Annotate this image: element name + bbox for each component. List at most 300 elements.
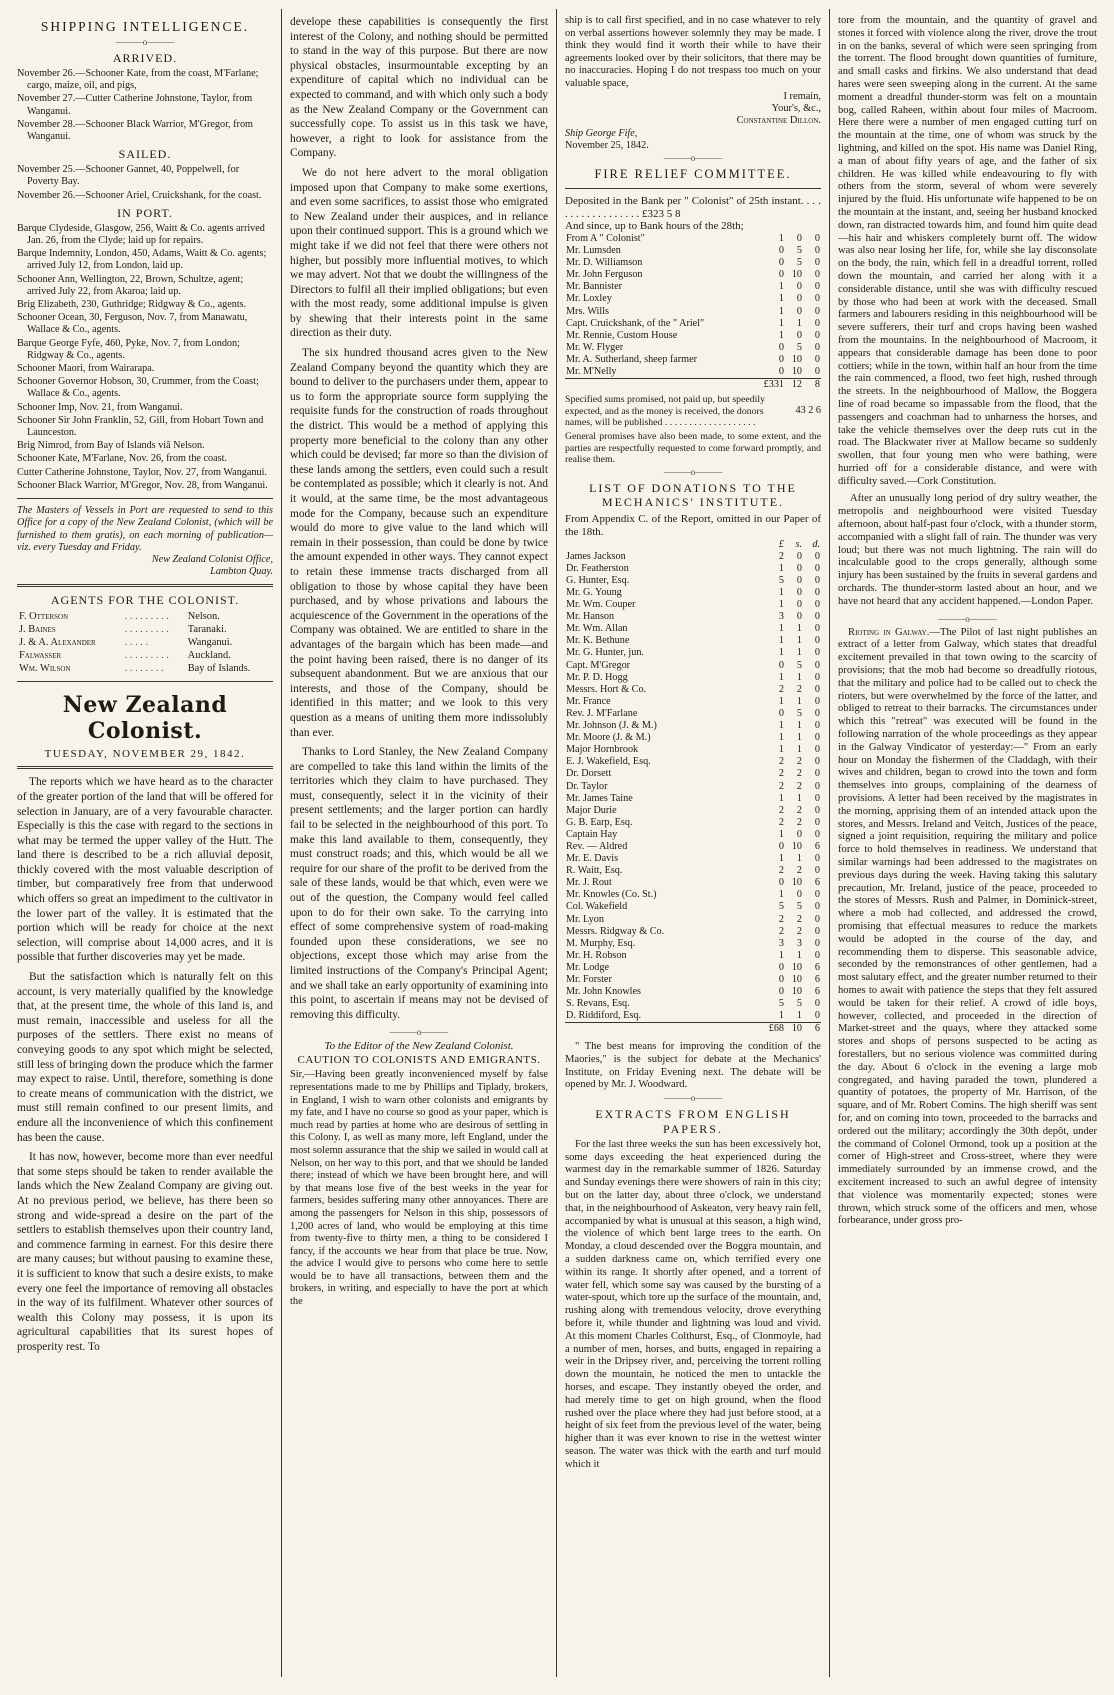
ledger-name: Mr. James Taine <box>566 792 633 804</box>
agent-row <box>17 636 273 649</box>
ornament: ———o——— <box>938 613 997 624</box>
donation-row <box>565 974 821 986</box>
ledger-shillings: 1 <box>796 732 802 744</box>
ledger-name: Mr. Bannister <box>566 281 623 293</box>
ledger-shillings: 0 <box>796 550 802 562</box>
galway-article <box>838 627 1097 1228</box>
ledger-name: Capt. Cruickshank, of the " Ariel" <box>566 317 705 329</box>
ledger-spacer <box>565 379 753 392</box>
ledger-name: G. B. Earp, Esq. <box>566 816 633 828</box>
donation-row <box>565 938 821 950</box>
ledger-pounds: 2 <box>778 780 784 792</box>
ledger-name: Mr. Loxley <box>566 293 612 305</box>
dateline: TUESDAY, NOVEMBER 29, 1842. <box>44 748 246 761</box>
ledger-name: Mr. A. Sutherland, sheep farmer <box>566 353 697 365</box>
ledger-name: Mr. E. Davis <box>566 853 619 865</box>
agent-row <box>17 649 273 662</box>
inport-entry: Schooner Maori, from Wairarapa. <box>17 363 155 375</box>
ledger-shillings: 10 <box>791 269 802 281</box>
ledger-pounds: 2 <box>778 925 784 937</box>
arrived-title: ARRIVED. <box>112 51 178 65</box>
ledger-shillings: 2 <box>796 913 802 925</box>
ledger-pounds: 5 <box>778 574 784 586</box>
column-2 <box>282 9 557 1677</box>
column-3 <box>557 9 830 1677</box>
ledger-shillings: 0 <box>796 232 802 244</box>
letter-remain: I remain, <box>783 90 821 102</box>
inport-entry: Schooner Imp, Nov. 21, from Wanganui. <box>17 401 183 413</box>
ledger-name: Captain Hay <box>566 828 618 840</box>
donation-row <box>565 768 821 780</box>
ledger-name: Mr. G. Young <box>566 587 622 598</box>
extracts-title: EXTRACTS FROM ENGLISH PAPERS. <box>595 1106 791 1136</box>
ledger-pence: 0 <box>814 587 820 598</box>
divider <box>17 498 273 499</box>
ledger-name: Mr. Lodge <box>566 961 610 973</box>
fire-general: General promises have also been made, to some extent, and the parties are respectfully requested to come forward promptly, and realise them. <box>565 431 821 466</box>
donation-row <box>565 1010 821 1023</box>
ledger-pounds: 1 <box>778 828 784 840</box>
ledger-pounds: 1 <box>778 889 784 901</box>
ledger-pence: 0 <box>814 889 820 901</box>
extracts-continued <box>838 15 1097 609</box>
ledger-pounds: 1 <box>778 671 784 683</box>
ledger-pounds: 2 <box>778 913 784 925</box>
ledger-pence: 0 <box>814 659 820 671</box>
donations-total-l: £68 <box>753 1023 785 1036</box>
ledger-shillings: 1 <box>796 635 802 647</box>
fire-promised-amount: 43 2 6 <box>795 405 821 417</box>
agent-name: Falwasser <box>19 650 62 662</box>
ledger-spacer <box>565 1023 753 1036</box>
agent-name: J. & A. Alexander <box>19 637 96 649</box>
donation-row <box>565 684 821 696</box>
ledger-shillings: 0 <box>796 562 802 574</box>
ledger-shillings: 0 <box>796 587 802 598</box>
donation-row <box>565 986 821 998</box>
letter-body: Sir,—Having been greatly inconvenienced myself by false representations made to me by Phillips and Tiplady, brokers, in England, I wish to warn other colonists and emigrants by my fate, and I have no course so good as your paper, which is much read by parties at home who are desirous of settling in this Colony. I, as well as many more, left England, under the most solemn assurance that the ship we sailed in would call at Nelson, on her way to this port, and that we should be landed there; instead of which we have been brought here, and will by that means lose five of the best weeks in the year for farmers, besides suffering many other annoyances. There are among the passengers for Nelson in this ship, possessors of 1,200 acres of land, who would be employing at this time from twenty-five to thirty men, a thing to be considered I fancy, if the accounts we hear from that place be true. Now, the advice I would give to persons who come here to settle would be to have all transactions, between them and the brokers, in writing, and especially to have the port at which the <box>290 1069 548 1308</box>
donation-row <box>565 660 821 672</box>
fire-total-d: 8 <box>803 379 821 392</box>
ledger-pounds: 1 <box>778 695 784 707</box>
masters-notice: The Masters of Vessels in Port are requested to send to this Office for a copy of the New Zealand Colonist, (which will be furnished to them gratis), on each morning of publication—viz. every Tuesday and Friday. <box>17 505 273 553</box>
donation-row <box>565 575 821 587</box>
ledger-pence: 0 <box>814 828 820 840</box>
donation-row <box>565 708 821 720</box>
inport-entry: Cutter Catherine Johnstone, Taylor, Nov. 27, from Wanganui. <box>17 466 267 478</box>
fire-title: FIRE RELIEF COMMITTEE. <box>594 167 792 182</box>
inport-title: IN PORT. <box>117 205 173 220</box>
donation-row <box>565 805 821 817</box>
ledger-shillings: 5 <box>796 659 802 671</box>
inport-list <box>17 223 273 492</box>
fire-promised: Specified sums promised, not paid up, but speedily expected, and as the money is received, the donors names, will be published . . . . . . . . . . . . . . . . . . . <box>565 394 765 428</box>
ledger-pounds: 2 <box>778 768 784 780</box>
donation-row <box>565 962 821 974</box>
ledger-pounds: 0 <box>778 257 784 269</box>
ledger-pence: 6 <box>814 877 820 889</box>
editorial-paragraph: It has now, however, become more than ever needful that some steps should be taken to render available the lands which the New Zealand Company are giving out. At no previous period, we believe, has there been so strong and wide-spread a desire on the part of the settlers to establish themselves upon their country land, and commence farming in earnest. For this desire there are many causes; but without pausing to examine these, it is sufficient to know that such a desire exists, to make every one feel the importance of removing all obstacles in the way of its fulfilment. Whatever other sources of wealth this Colony may possess, it is upon its agricultural capabilities that its surest hopes of prosperity rest. To <box>17 1151 273 1353</box>
donation-row <box>565 817 821 829</box>
donation-row <box>565 841 821 853</box>
dot-leader: . . . . . . . . . <box>124 624 169 636</box>
office-line-1: New Zealand Colonist Office, <box>151 553 273 565</box>
ledger-pence: 0 <box>814 305 820 317</box>
ledger-pence: 0 <box>814 720 820 732</box>
ledger-shillings: 0 <box>796 574 802 586</box>
agent-place: Bay of Islands. <box>187 663 251 675</box>
ledger-pence: 0 <box>814 611 820 623</box>
ledger-shillings: 2 <box>796 804 802 816</box>
donation-row <box>565 696 821 708</box>
ledger-shillings: 0 <box>796 599 802 611</box>
ledger-name: Major Hornbrook <box>566 744 639 756</box>
agent-row <box>17 623 273 636</box>
extract-paragraph: tore from the mountain, and the quantity of gravel and stones it forced with violence along the river, drove the trout in on the banks, several of which were seen springing from the torrent. The flood brought down quantities of furniture, and small casks and firkins. We also understand that dead hares were seen sweeping along in the current. At the same moment a dreadful thunder-storm was felt on a mountain bog, called Raheen, within about four miles of Macroom. Here there were a number of men engaged cutting turf on the mountain at the time, one of whom was struck by the lightning, and killed on the spot. His name was Daniel Ring, a man of about fifty years of age, and the father of six children. He was killed while endeavouring to fly with others from the storm, several of whom were severely injured by the fluid. His unfortunate wife happened to be on the mountain at the instant, and, seeing her husband knocked down, ran distracted towards him, and found him quite dead—his hair and whiskers completely burnt off. The widow was also near losing her life, for, while she lay disconsolate on the body, the rain, which fell in a dreadful torrent, rolled down the mountain, and carried her along with it a considerable distance, until she was with difficulty rescued by those who had been at work with the deceased. Small farmers and labourers residing in this neighbourhood will be severe sufferers, their turf and crops having been washed from the mountains. In the neighbourhood of Macroom, it appears that considerable damage has been done to poor cottiers; while in the town, within half an hour from the time the rain commenced, a flood, two feet high, rushed through the streets. In the neighbourhood of Mallow, the Boggera line of road became so impassable from the flood, that the passengers and coachman had to unharness the horses, and take the vehicle themselves over the deep ruts cut in the road. The Blackwater river at Mallow became so suddenly swollen, that four young men who were bathing, were hurried off for a considerable distance, and were with difficulty saved.—Cork Constitution. <box>838 15 1097 487</box>
ledger-pounds: 0 <box>778 245 784 257</box>
donation-row <box>565 587 821 599</box>
editorial-paragraph: develope these capabilities is consequently the first interest of the Colony, and nothing should be permitted to stand in the way of this purpose. But there are now physical obstacles, insurmountable excepting by an expenditure of capital which no individual can be expected to command, and with which only such a body as the New Zealand Company or the Government can successfully cope. To assist us in this task we have, however, a right to look for assistance from the Company. <box>290 16 548 160</box>
ledger-shillings: 0 <box>796 281 802 293</box>
arrived-entry: November 26.—Schooner Kate, from the coast, M'Farlane; cargo, maize, oil, and pigs, <box>17 68 259 92</box>
ledger-shillings: 5 <box>796 257 802 269</box>
ledger-name: Col. Wakefield <box>566 901 628 913</box>
ledger-pence: 0 <box>814 732 820 744</box>
ledger-name: Mr. D. Williamson <box>566 257 643 269</box>
ledger-pence: 0 <box>814 683 820 695</box>
inport-entry: Barque George Fyfe, 460, Pyke, Nov. 7, from London; Ridgway & Co., agents. <box>17 337 240 361</box>
ledger-shillings: 10 <box>791 961 802 973</box>
ledger-name: Dr. Dorsett <box>566 768 612 780</box>
fire-row <box>565 269 821 281</box>
ornament: ———o——— <box>663 153 723 164</box>
donation-row <box>565 998 821 1010</box>
editorial <box>17 775 273 1354</box>
editorial-paragraph: We do not here advert to the moral obligation imposed upon that Company to make some exertions, and even some sacrifices, to assist those who emigrated to New Zealand under their auspices, and in reliance upon their continued support. This is a ground which we might take if we did not feel that there were others not higher, but possibly more influential motives, to which we may advert. Not that we doubt the willingness of the Directors to fulfil all their implied obligations; but even with the most ready, some additional impulse is given by shewing that their interests point in the same direction as their duty. <box>290 166 548 340</box>
ledger-name: Mr. Hanson <box>566 611 615 623</box>
sailed-list <box>17 164 273 202</box>
fire-deposit: Deposited in the Bank per " Colonist" of 25th instant. . . . . . . . . . . . . . . . . . £323 5 8 <box>565 195 821 220</box>
fire-since: And since, up to Bank hours of the 28th; <box>565 220 744 233</box>
editorial-paragraph: Thanks to Lord Stanley, the New Zealand Company are compelled to take this land within the limits of the territories which they claim to have purchased. They must, consequently, select it in the vicinity of their present settlements; and the larger portion can hardly fail to be selected in the neighbourhood of this port. To make this land available to them, consequently, they must construct roads; and this, which would be all we require for our share of the profit to be derived from the sale of these lands, would be that which, even were we out of the question, the Company would feel called upon to do for their own sake. To the carrying into effect of some comprehensive system of road-making founded upon these considerations, we see no objections, except those which may arise from the limited instructions of the Company's Principal Agent; and we shall take an early opportunity of examining into this point, to ascertain if means may not be devised of removing this difficulty. <box>290 746 548 1021</box>
editorial-paragraph: The reports which we have heard as to the character of the greater portion of the land that will be offered for selection in January, are of a very favourable character. Especially is this the case with regard to the sections in what may be termed the upper valley of the Hutt. The land there is described to be a rich alluvial deposit, thickly covered with the most valuable description of timber, but comparatively free from that underwood which offers so great an impediment to the cultivator in the lower part of the valley. It is estimated that the portion which will be ready for choice at the next selection, will comprise about 14,000 acres, and it is possible that further discoveries may yet be made. <box>17 776 273 964</box>
fire-promised-block <box>565 394 821 428</box>
donations-total-row <box>565 1023 821 1036</box>
donations-ledger <box>565 539 821 1036</box>
donations-total-s: 10 <box>785 1023 803 1036</box>
ledger-pence: 0 <box>814 647 820 659</box>
ledger-pounds: 1 <box>778 635 784 647</box>
fire-row <box>565 293 821 305</box>
inport-entry: Barque Clydeside, Glasgow, 256, Waitt & Co. agents arrived Jan. 26, from the Clyde; laid up for repairs. <box>17 222 265 247</box>
dot-leader: . . . . . . . . . <box>124 611 169 623</box>
fire-row <box>565 257 821 269</box>
ledger-pounds: 2 <box>778 816 784 828</box>
donation-row <box>565 732 821 744</box>
fire-total-row <box>565 379 821 392</box>
ledger-shillings: 10 <box>791 353 802 365</box>
fire-row <box>565 233 821 245</box>
donations-intro: From Appendix C. of the Report, omitted in our Paper of the 18th. <box>565 512 821 538</box>
ledger-pounds: 1 <box>778 329 784 341</box>
ledger-name: Capt. M'Gregor <box>566 659 631 671</box>
fire-total-s: 12 <box>785 379 803 392</box>
ledger-pounds: 1 <box>778 647 784 659</box>
letter-signer: Constantine Dillon. <box>736 115 821 127</box>
ledger-shillings: 5 <box>796 707 802 719</box>
donation-row <box>565 611 821 623</box>
ledger-name: Mr. J. Rout <box>566 877 612 889</box>
ledger-pounds: 3 <box>778 611 784 623</box>
sailed-entry: November 26.—Schooner Ariel, Cruickshank, for the coast. <box>17 189 262 201</box>
ledger-pence: 0 <box>814 913 820 925</box>
ledger-pence: 0 <box>814 744 820 756</box>
ledger-pence: 6 <box>814 986 820 998</box>
donation-row <box>565 901 821 913</box>
sailed-entry: November 25.—Schooner Gannet, 40, Poppelwell, for Poverty Bay. <box>17 164 240 188</box>
ledger-pounds: 0 <box>778 366 784 377</box>
divider <box>565 188 821 189</box>
sailed-title: SAILED. <box>118 147 172 162</box>
ledger-shillings: 2 <box>796 756 802 768</box>
fire-row <box>565 330 821 342</box>
ledger-pence: 0 <box>814 865 820 877</box>
ledger-name: S. Revans, Esq. <box>566 998 630 1010</box>
column-4 <box>830 9 1105 1677</box>
ledger-name: Mr. France <box>566 695 611 707</box>
ledger-shillings: 2 <box>796 816 802 828</box>
ledger-name: R. Waitt, Esq. <box>566 865 623 877</box>
ledger-pence: 0 <box>814 293 820 305</box>
galway-lead: Rioting in Galway. <box>848 626 930 638</box>
ledger-pounds: 1 <box>778 1010 784 1022</box>
ledger-pence: 0 <box>814 623 820 635</box>
ledger-shillings: 1 <box>796 1010 802 1022</box>
fire-row <box>565 281 821 293</box>
ledger-pounds: 0 <box>778 659 784 671</box>
ledger-shillings: 2 <box>796 780 802 792</box>
header-pounds: £ <box>778 538 784 550</box>
ledger-name: Mr. H. Robson <box>566 949 627 961</box>
ledger-name: Mr. Wm. Couper <box>566 599 636 611</box>
ledger-pence: 0 <box>814 232 820 244</box>
arrived-entry: November 27.—Cutter Catherine Johnstone, Taylor, from Wanganui. <box>17 93 253 117</box>
donation-row <box>565 865 821 877</box>
ledger-pence: 0 <box>814 574 820 586</box>
dot-leader: . . . . . . . . . <box>124 650 169 662</box>
ledger-pence: 0 <box>814 901 820 913</box>
agent-place: Taranaki. <box>187 624 227 636</box>
ledger-shillings: 5 <box>796 245 802 257</box>
donation-row <box>565 950 821 962</box>
ledger-pounds: 1 <box>778 587 784 598</box>
ledger-name: Mr. K. Bethune <box>566 635 630 647</box>
donation-row <box>565 720 821 732</box>
ledger-pence: 0 <box>814 998 820 1010</box>
ledger-name: Mr. W. Flyger <box>566 341 624 353</box>
divider <box>17 766 273 769</box>
ledger-shillings: 1 <box>796 744 802 756</box>
ledger-pounds: 1 <box>778 293 784 305</box>
ledger-shillings: 0 <box>796 293 802 305</box>
ledger-pence: 0 <box>814 671 820 683</box>
agent-name: F. Otterson <box>19 611 69 623</box>
ledger-pounds: 0 <box>778 707 784 719</box>
ledger-pounds: 1 <box>778 305 784 317</box>
donation-row <box>565 623 821 635</box>
ledger-pence: 0 <box>814 780 820 792</box>
ledger-pounds: 1 <box>778 623 784 635</box>
header-shillings: s. <box>795 538 802 550</box>
ledger-pounds: 1 <box>778 792 784 804</box>
ledger-pence: 6 <box>814 961 820 973</box>
ledger-name: Mr. Lumsden <box>566 245 621 257</box>
ledger-name: D. Riddiford, Esq. <box>566 1010 641 1022</box>
ledger-pounds: 2 <box>778 756 784 768</box>
ledger-shillings: 0 <box>796 611 802 623</box>
ledger-name: E. J. Wakefield, Esq. <box>566 756 651 768</box>
ledger-pence: 0 <box>814 925 820 937</box>
donation-row <box>565 647 821 659</box>
debate-notice: " The best means for improving the condition of the Maories," is the subject for debate at the Mechanics' Institute, on Friday Evening next. The debate will be opened by Mr. J. Woodward. <box>565 1041 821 1091</box>
ledger-pounds: 0 <box>778 974 784 985</box>
arrived-list <box>17 68 273 143</box>
shipping-title: SHIPPING INTELLIGENCE. <box>40 19 250 34</box>
ledger-pence: 0 <box>814 329 820 341</box>
ledger-name: Mr. P. D. Hogg <box>566 671 628 683</box>
ledger-pounds: 2 <box>778 550 784 562</box>
agent-row <box>17 610 273 623</box>
editorial-paragraph: But the satisfaction which is naturally felt on this account, is very materially qualified by the knowledge that, at the present time, the whole of this land is, and must remain, inaccessible and useless for all the purposes of the settlers. There exist no means of conveying goods to any spot which might be selected, still less of bringing down the produce which the farmer may expect to raise. Until, therefore, something is done to create means of communication with the district, we must still remain confined to our present limits, and endure all the inconvenience of which this confinement has been the cause. <box>17 971 273 1144</box>
ledger-pence: 0 <box>814 768 820 780</box>
ledger-shillings: 3 <box>796 937 802 949</box>
ornament: ———o——— <box>663 466 723 477</box>
donation-row <box>565 635 821 647</box>
fire-row <box>565 354 821 366</box>
inport-entry: Brig Elizabeth, 230, Guthridge; Ridgway & Co., agents. <box>17 299 247 311</box>
extract-paragraph: After an unusually long period of dry sultry weather, the metropolis and neighbourhood were visited Tuesday afternoon, about half-past four o'clock, with a thunder storm, accompanied with a slight fall of rain. The thunder was very loud; but there was not much lightning. The rain will do incalculable good to the crops generally, although some injury has been sustained by the fruits in several gardens and orchards. The thunder-storm lasted about an hour, and we have not heard that any accident happened.—London Paper. <box>838 493 1097 607</box>
ledger-pence: 0 <box>814 353 820 365</box>
ledger-pence: 0 <box>814 853 820 865</box>
ledger-shillings: 0 <box>796 889 802 901</box>
donation-row <box>565 781 821 793</box>
donation-row <box>565 914 821 926</box>
donation-row <box>565 551 821 563</box>
ledger-name: Mrs. Wills <box>566 305 609 317</box>
ledger-pounds: 2 <box>778 865 784 877</box>
inport-entry: Schooner Governor Hobson, 30, Crummer, from the Coast; Wallace & Co., agents. <box>17 376 259 400</box>
ledger-shillings: 5 <box>796 341 802 353</box>
ledger-pounds: 1 <box>778 732 784 744</box>
fire-row <box>565 318 821 330</box>
ledger-pounds: 1 <box>778 317 784 329</box>
inport-entry: Brig Nimrod, from Bay of Islands viâ Nelson. <box>17 440 205 452</box>
ledger-name: Mr. John Ferguson <box>566 269 643 281</box>
ledger-pounds: 1 <box>778 562 784 574</box>
inport-entry: Barque Indemnity, London, 450, Adams, Waitt & Co. agents; arrived July 12, from London, laid up. <box>17 248 267 272</box>
ledger-shillings: 1 <box>796 671 802 683</box>
donations-title: LIST OF DONATIONS TO THE MECHANICS' INSTITUTE. <box>589 480 797 509</box>
ledger-pounds: 2 <box>778 683 784 695</box>
ledger-pence: 0 <box>814 550 820 562</box>
ledger-shillings: 1 <box>796 792 802 804</box>
column-1 <box>9 9 282 1677</box>
ledger-spacer <box>565 539 753 551</box>
donations-total-d: 6 <box>803 1023 821 1036</box>
ledger-pence: 0 <box>814 949 820 961</box>
ledger-shillings: 2 <box>796 683 802 695</box>
ledger-pence: 0 <box>814 341 820 353</box>
ledger-pounds: 1 <box>778 853 784 865</box>
ledger-shillings: 1 <box>796 853 802 865</box>
ledger-pounds: 1 <box>778 281 784 293</box>
ledger-name: Major Durie <box>566 804 617 816</box>
editorial-continued <box>290 15 548 1022</box>
ledger-pounds: 1 <box>778 720 784 732</box>
donation-row <box>565 853 821 865</box>
ledger-name: Mr. Moore (J. & M.) <box>566 732 651 744</box>
ledger-pounds: 1 <box>778 744 784 756</box>
letter-ship: Ship George Fife, <box>565 127 638 139</box>
agent-place: Auckland. <box>187 650 231 662</box>
fire-total-l: £331 <box>753 379 785 392</box>
ledger-name: Mr. Wm. Allan <box>566 623 628 635</box>
donation-row <box>565 793 821 805</box>
ornament: ———o——— <box>663 1092 723 1103</box>
letter-yours: Your's, &c., <box>771 102 821 114</box>
donation-row <box>565 829 821 841</box>
agent-name: Wm. Wilson <box>19 663 71 675</box>
agent-place: Nelson. <box>187 611 220 623</box>
letter-to: To the Editor of the New Zealand Colonist. <box>324 1040 514 1053</box>
ledger-name: Mr. Forster <box>566 974 612 985</box>
extracts-body: For the last three weeks the sun has been excessively hot, some days exceeding the heat experienced during the warmest day in the remarkable summer of 1826. Saturday and Sunday evenings there were showers of rain in this city; but on the latter day, about three o'clock, we understand that, in the neighbourhood of Askeaton, very heavy rain fell, accompanied by what is unusual at this season, a high wind, the violence of which bent large trees to the earth. On Monday, a cloud descended over the Boggra mountain, and a sudden darkness came on, which terrified every one within its range. It shortly after opened, and a torrent of water fell, which some say was caused by the bursting of a water-spout, which tore up the surface of the mountain, and, rushing along with tremendous velocity, drove everything before it, while thunder and lightning was loud and vivid. At this moment Charles Colthurst, Esq., of Clonmoyle, had a number of men, horses, and butts, engaged in repairing a weir in the Dripsey river, and, perceiving the torrent rolling down the mountain, he noticed the men to untackle the horses, and escape. They instantly obeyed the order, and had merely time to get on high ground, when the flood rushed over the place where they had just before stood, at a height of six feet from the previous level of the water, being higher than it was ever known to rise in the wettest winter season. The water was thick with the earth and turf mould which it <box>565 1138 821 1470</box>
header-pence: d. <box>812 538 820 550</box>
ledger-pounds: 0 <box>778 269 784 281</box>
inport-entry: Schooner Sir John Franklin, 52, Gill, from Hobart Town and Launceston. <box>17 414 264 439</box>
inport-entry: Schooner Ann, Wellington, 22, Brown, Schultze, agent; arrived July 22, from Akaroa; laid up. <box>17 273 244 297</box>
ledger-name: Mr. Johnson (J. & M.) <box>566 720 657 732</box>
ledger-name: Rev. — Aldred <box>566 840 628 852</box>
ledger-shillings: 0 <box>796 329 802 341</box>
ledger-name: Mr. Knowles (Co. St.) <box>566 889 657 901</box>
agent-row <box>17 662 273 675</box>
ledger-shillings: 5 <box>796 998 802 1010</box>
ledger-shillings: 2 <box>796 925 802 937</box>
ornament: ———o——— <box>389 1027 449 1038</box>
ledger-pounds: 5 <box>778 998 784 1010</box>
ledger-pounds: 2 <box>778 804 784 816</box>
ledger-pence: 0 <box>814 695 820 707</box>
ledger-name: From A " Colonist" <box>566 232 645 244</box>
ledger-header <box>565 539 821 551</box>
ledger-pence: 0 <box>814 317 820 329</box>
ledger-shillings: 10 <box>791 366 802 377</box>
ledger-pence: 0 <box>814 599 820 611</box>
dot-leader: . . . . . . . . <box>124 663 164 675</box>
donation-row <box>565 744 821 756</box>
agents-title: AGENTS FOR THE COLONIST. <box>50 593 240 608</box>
fire-ledger <box>565 233 821 391</box>
ledger-pence: 0 <box>814 804 820 816</box>
ledger-pence: 0 <box>814 1010 820 1022</box>
ledger-pounds: 0 <box>778 840 784 852</box>
ledger-pence: 0 <box>814 792 820 804</box>
ledger-pence: 0 <box>814 366 820 377</box>
ledger-pounds: 1 <box>778 599 784 611</box>
donation-row <box>565 926 821 938</box>
agent-name: J. Baines <box>19 624 56 636</box>
